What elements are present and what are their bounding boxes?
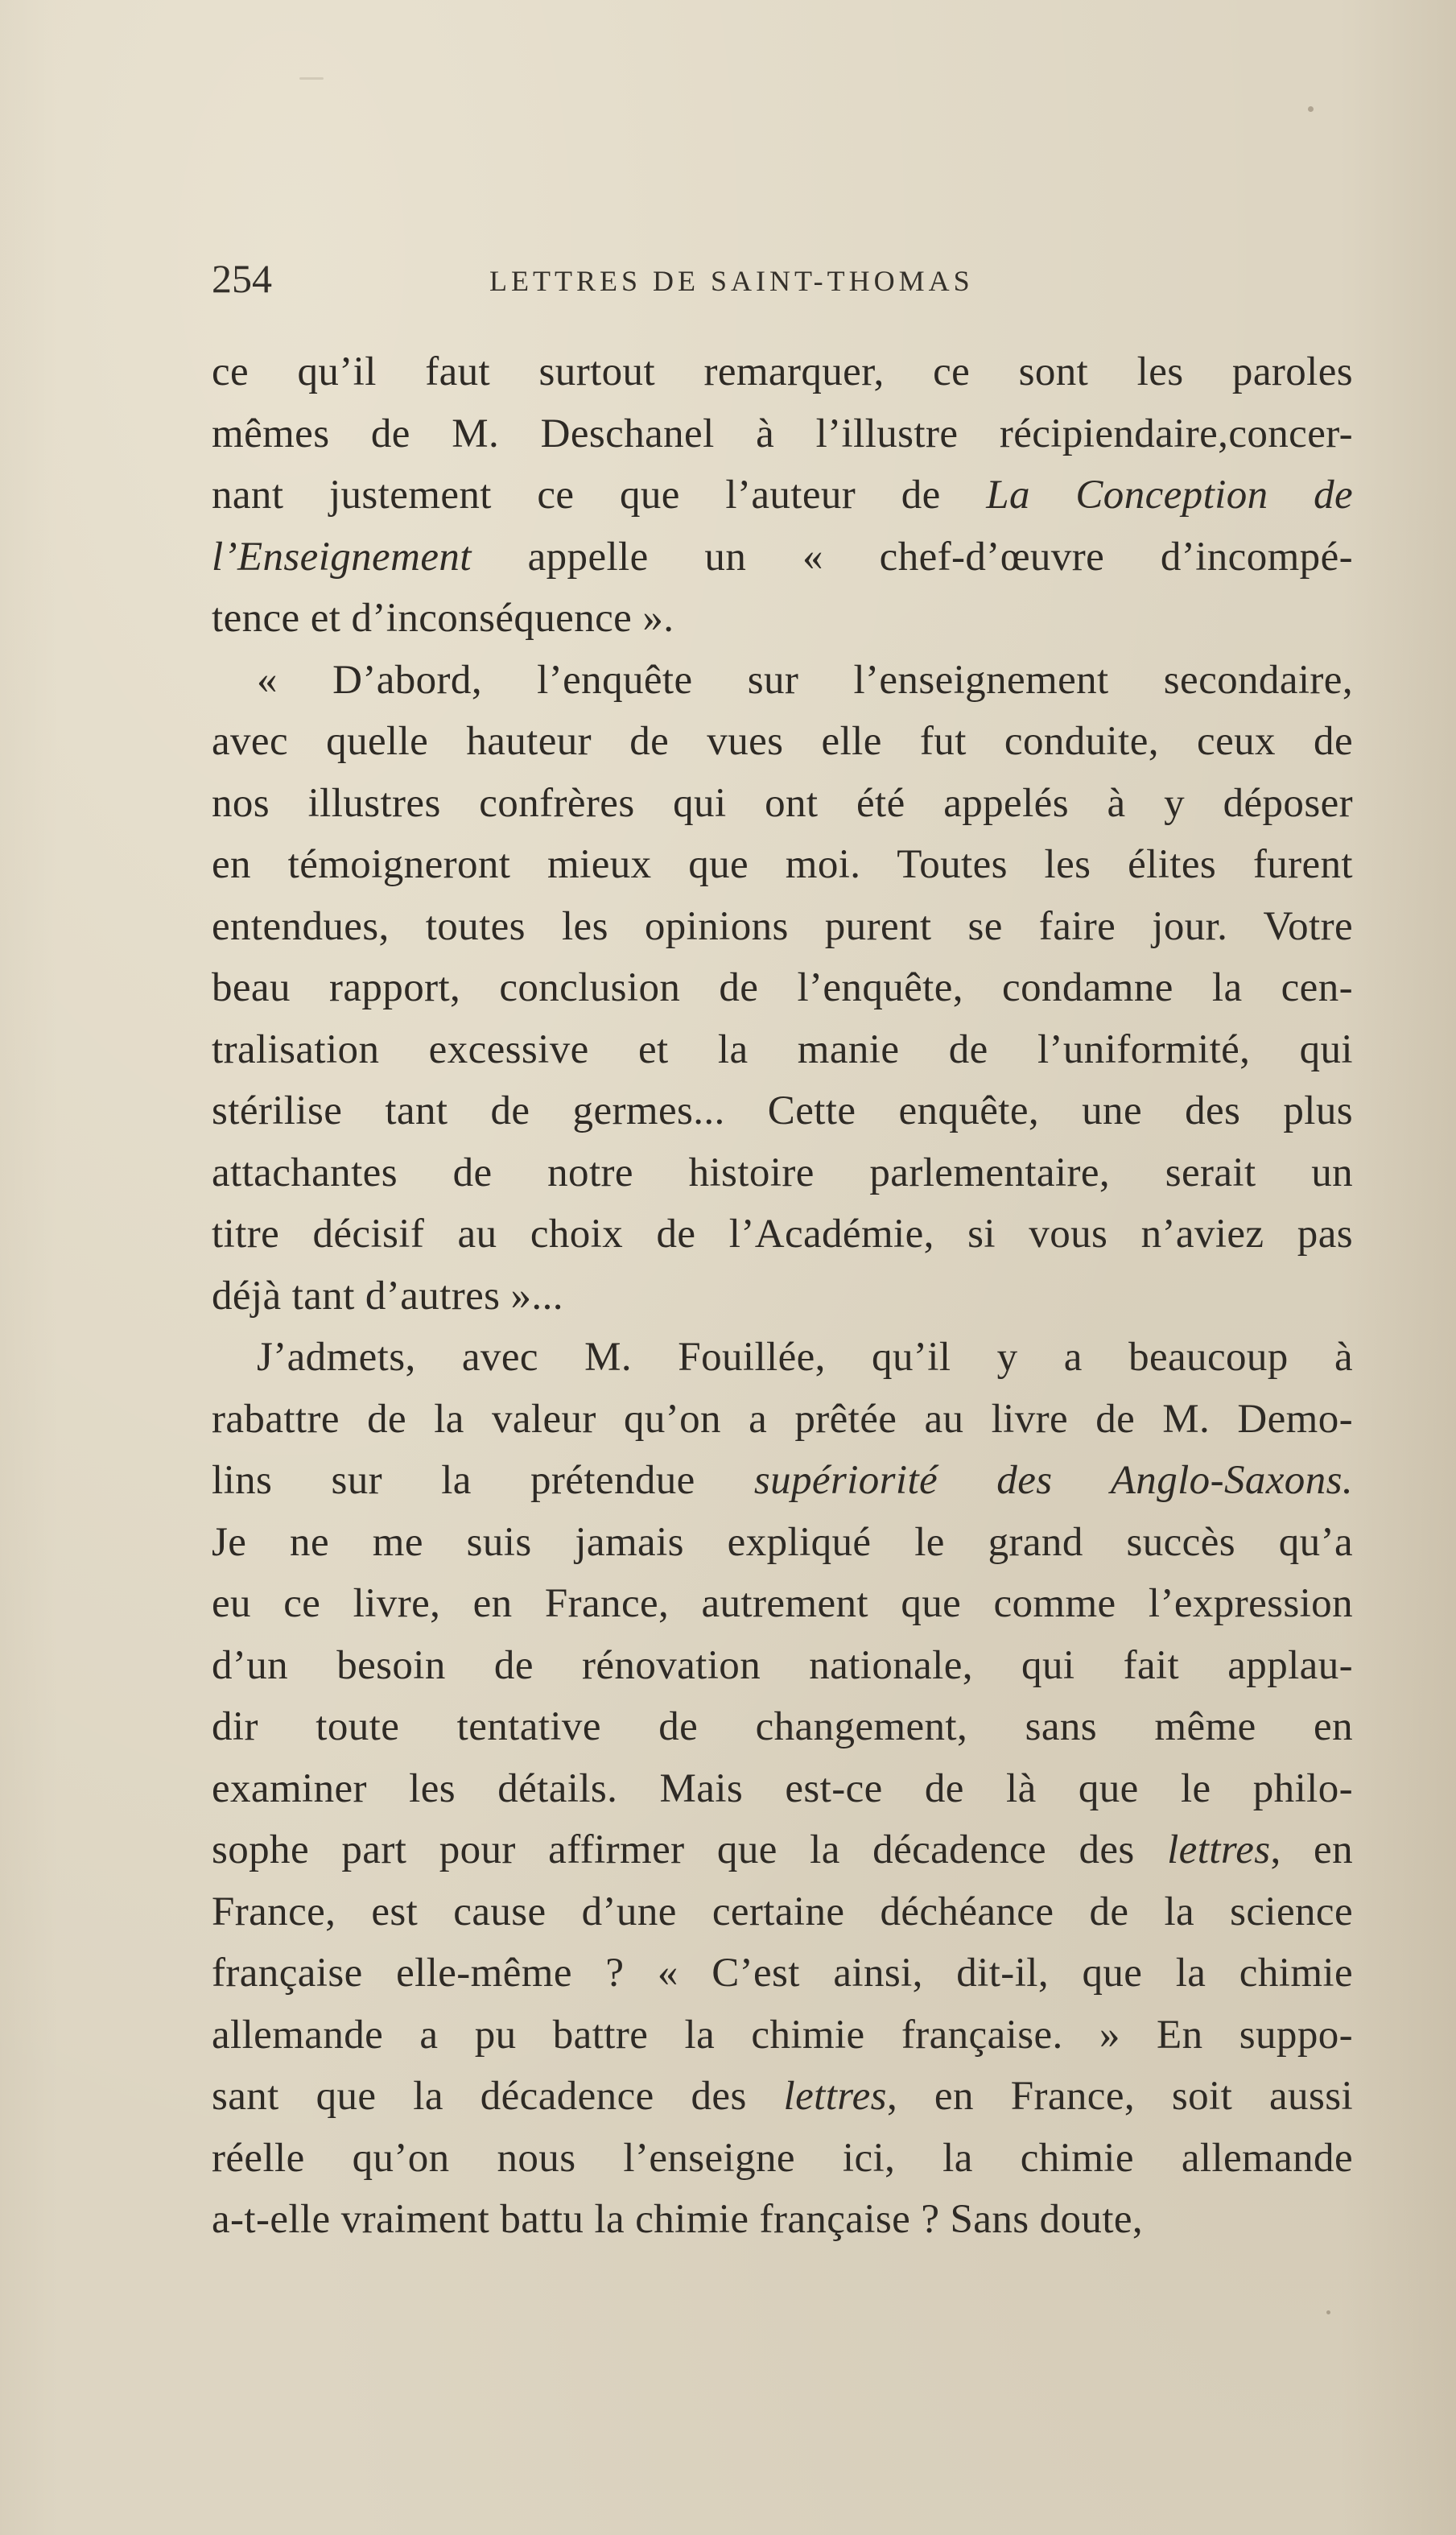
text-span: sant que la décadence des bbox=[212, 2074, 784, 2119]
italic-word: lettres bbox=[783, 2074, 887, 2119]
text-line: avec quelle hauteur de vues elle fut conduite, ceux de bbox=[212, 719, 1353, 764]
italic-phrase: supériorité des Anglo-Saxons. bbox=[753, 1458, 1353, 1503]
text-line bbox=[212, 1450, 1353, 1512]
text-line: réelle qu’on nous l’enseigne ici, la chimie allemande bbox=[212, 2135, 1353, 2181]
text-line: en témoigneront mieux que moi. Toutes les élites furent bbox=[212, 842, 1353, 887]
book-title-italic: l’Enseignement bbox=[212, 534, 472, 580]
text-line: attachantes de notre histoire parlementaire, serait un bbox=[212, 1150, 1353, 1195]
text-line: dir toute tentative de changement, sans même en bbox=[212, 1704, 1353, 1749]
text-line: beau rapport, conclusion de l’enquête, condamne la cen- bbox=[212, 965, 1353, 1010]
text-line: « D’abord, l’enquête sur l’enseignement secondaire, bbox=[257, 657, 1353, 703]
running-head bbox=[212, 254, 1353, 303]
running-title: LETTRES DE SAINT-THOMAS bbox=[489, 265, 974, 297]
text-span: nant justement ce que l’auteur de bbox=[212, 473, 987, 518]
text-line: ce qu’il faut surtout remarquer, ce sont les paroles bbox=[212, 349, 1353, 394]
text-line bbox=[212, 526, 1353, 588]
text-span: , en bbox=[1270, 1827, 1353, 1872]
text-line: a-t-elle vraiment battu la chimie française ? Sans doute, bbox=[212, 2197, 1144, 2242]
text-line: déjà tant d’autres »... bbox=[212, 1273, 563, 1319]
text-line bbox=[212, 2066, 1353, 2128]
text-line: Je ne me suis jamais expliqué le grand succès qu’a bbox=[212, 1519, 1353, 1565]
text-line: tralisation excessive et la manie de l’uniformité, qui bbox=[212, 1026, 1353, 1072]
text-span: , en France, soit aussi bbox=[886, 2074, 1354, 2119]
text-line: rabattre de la valeur qu’on a prêtée au livre de M. Demo- bbox=[212, 1396, 1353, 1442]
text-span: lins sur la prétendue bbox=[212, 1458, 754, 1503]
page-number: 254 bbox=[212, 256, 272, 301]
text-line: allemande a pu battre la chimie française. » En suppo- bbox=[212, 2012, 1353, 2058]
text-span: sophe part pour affirmer que la décadence des bbox=[212, 1827, 1168, 1872]
text-line: mêmes de M. Deschanel à l’illustre récipiendaire,concer- bbox=[212, 411, 1353, 456]
text-span: appelle un « chef-d’œuvre d’incompé- bbox=[471, 534, 1353, 580]
text-line: J’admets, avec M. Fouillée, qu’il y a beaucoup à bbox=[257, 1335, 1353, 1380]
text-line: entendues, toutes les opinions purent se faire jour. Votre bbox=[212, 903, 1353, 949]
book-title-italic: La Conception de bbox=[986, 473, 1354, 518]
text-line: d’un besoin de rénovation nationale, qui fait applau- bbox=[212, 1642, 1353, 1688]
body-text bbox=[212, 341, 1353, 2251]
text-line: française elle-même ? « C’est ainsi, dit-il, que la chimie bbox=[212, 1951, 1353, 1996]
italic-word: lettres bbox=[1167, 1827, 1271, 1872]
text-line bbox=[212, 464, 1353, 526]
text-line: titre décisif au choix de l’Académie, si vous n’aviez pas bbox=[212, 1212, 1353, 1257]
paper-speck bbox=[1326, 2310, 1330, 2314]
text-line: eu ce livre, en France, autrement que comme l’expression bbox=[212, 1581, 1353, 1626]
text-line: tence et d’inconséquence ». bbox=[212, 596, 674, 641]
text-line: examiner les détails. Mais est-ce de là que le philo- bbox=[212, 1765, 1353, 1811]
paper-speck bbox=[299, 77, 324, 80]
text-line: stérilise tant de germes... Cette enquête, une des plus bbox=[212, 1088, 1353, 1133]
text-line bbox=[212, 1819, 1353, 1881]
paper-speck bbox=[1308, 106, 1314, 112]
text-line: nos illustres confrères qui ont été appelés à y déposer bbox=[212, 780, 1353, 826]
text-line: France, est cause d’une certaine déchéance de la science bbox=[212, 1889, 1353, 1934]
